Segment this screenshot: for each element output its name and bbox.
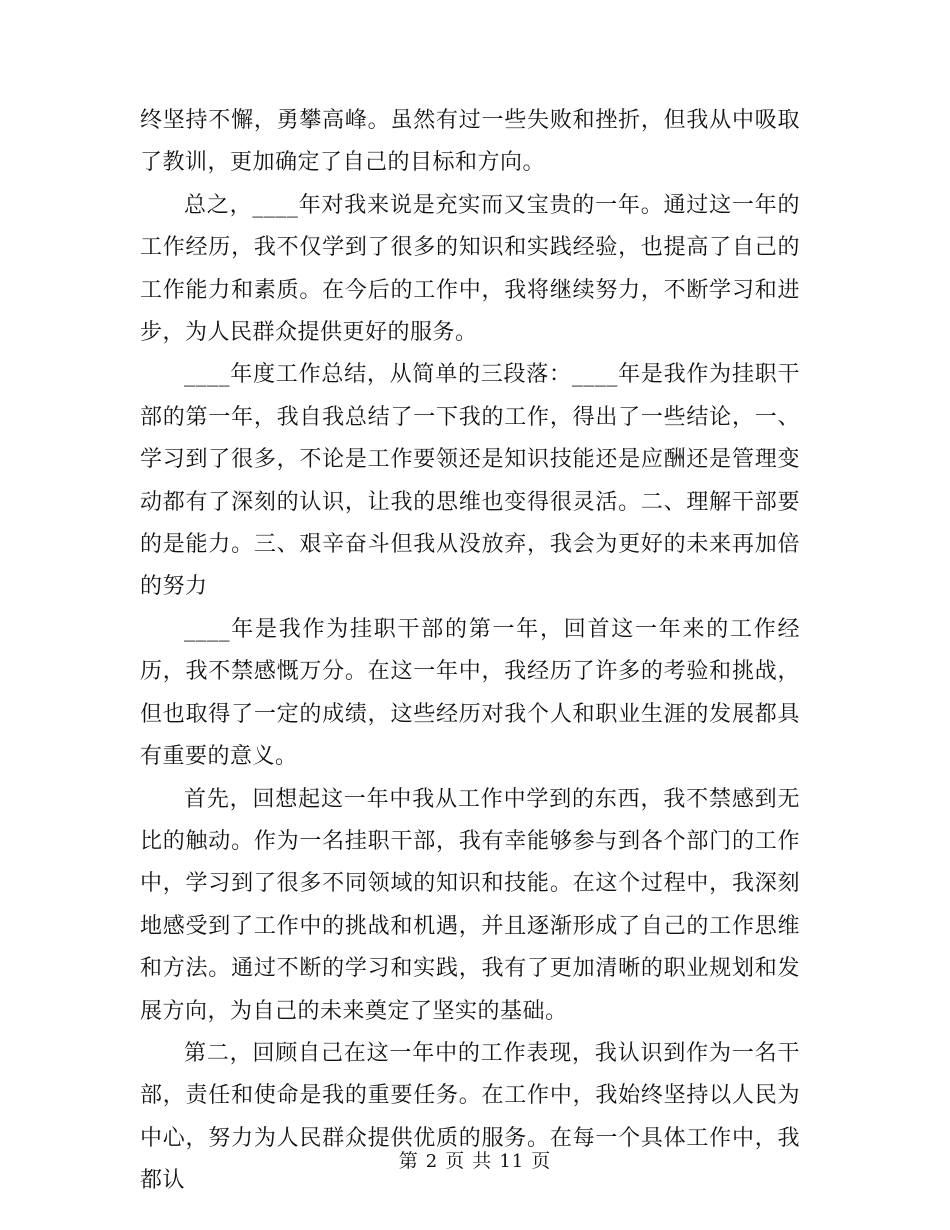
paragraph-5: 首先，回想起这一年中我从工作中学到的东西，我不禁感到无比的触动。作为一名挂职干部，我有幸能够参与到各个部门的工作中，学习到了很多不同领域的知识和技能。在这个过程中，我深刻地感受到了工作中的挑战和机遇，并且逐渐形成了自己的工作思维和方法。通过不断的学习和实践，我有了更加清晰的职业规划和发展方向，为自己的未来奠定了坚实的基础。 (140, 786, 800, 1024)
footer-prefix: 第 (398, 1150, 419, 1172)
page-footer (0, 1146, 950, 1173)
total-page-count: 11 (499, 1151, 525, 1172)
document-body (140, 100, 800, 1203)
paragraph-1: 终坚持不懈，勇攀高峰。虽然有过一些失败和挫折，但我从中吸取了教训，更加确定了自己的目标和方向。 (140, 108, 800, 176)
paragraph-2: 总之，____年对我来说是充实而又宝贵的一年。通过这一年的工作经历，我不仅学到了很多的知识和实践经验，也提高了自己的工作能力和素质。在今后的工作中，我将继续努力，不断学习和进步，为人民群众提供更好的服务。 (140, 192, 800, 346)
paragraph-3: ____年度工作总结，从简单的三段落：____年是我作为挂职干部的第一年，我自我总结了一下我的工作，得出了一些结论，一、学习到了很多，不论是工作要领还是知识技能还是应酬还是管理变动都有了深刻的认识，让我的思维也变得很灵活。二、理解干部要的是能力。三、艰辛奋斗但我从没放弃，我会为更好的未来再加倍的努力 (140, 362, 800, 600)
footer-suffix: 页 (531, 1150, 552, 1172)
paragraph-4: ____年是我作为挂职干部的第一年，回首这一年来的工作经历，我不禁感慨万分。在这一年中，我经历了许多的考验和挑战，但也取得了一定的成绩，这些经历对我个人和职业生涯的发展都具有重要的意义。 (140, 616, 800, 770)
paragraph-6: 第二，回顾自己在这一年中的工作表现，我认识到作为一名干部，责任和使命是我的重要任务。在工作中，我始终坚持以人民为中心，努力为人民群众提供优质的服务。在每一个具体工作中，我都认 (140, 1040, 800, 1194)
current-page-number: 2 (425, 1151, 439, 1172)
footer-middle: 页 共 (445, 1150, 493, 1172)
